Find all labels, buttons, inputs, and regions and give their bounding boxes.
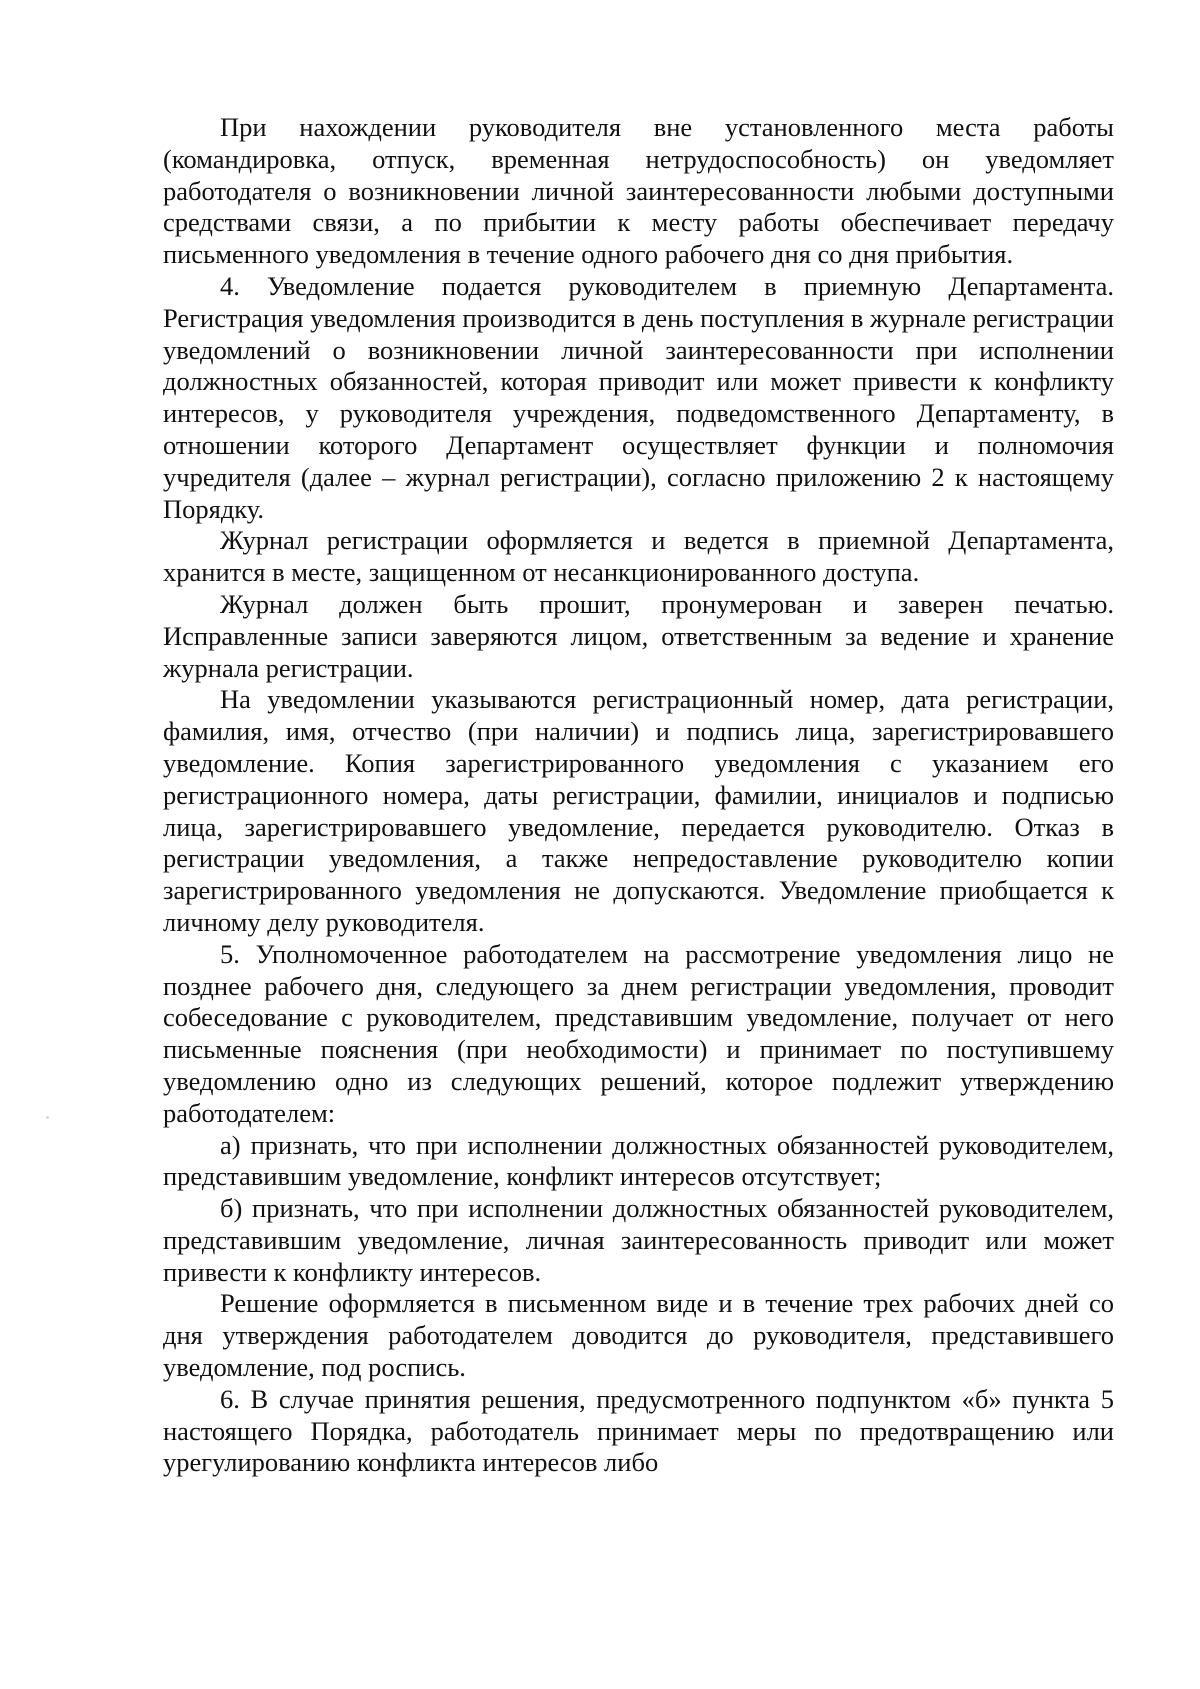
paragraph-item-6: 6. В случае принятия решения, предусмотренного подпунктом «б» пункта 5 настоящего Порядка, работодатель принимает меры по предотвращению или урегулированию конфликта интересов либо — [163, 1383, 1114, 1478]
scan-speck-mark — [46, 1116, 49, 1119]
paragraph-journal-binding: Журнал должен быть прошит, пронумерован и заверен печатью. Исправленные записи заверяются лицом, ответственным за ведение и хранение журнала регистрации. — [163, 588, 1114, 683]
paragraph-option-b: б) признать, что при исполнении должностных обязанностей руководителем, представившим уведомление, личная заинтересованность приводит или может привести к конфликту интересов. — [163, 1193, 1114, 1287]
paragraph-item-5: 5. Уполномоченное работодателем на рассмотрение уведомления лицо не позднее рабочего дня, следующего за днем регистрации уведомления, проводит собеседование с руководителем, представившим уведомление, получает от него письменные пояснения (при необходимости) и принимает по поступившему уведомлению одно из следующих решений, которое подлежит утверждению работодателем: — [163, 938, 1114, 1128]
paragraph-item-4: 4. Уведомление подается руководителем в приемную Департамента. Регистрация уведомления производится в день поступления в журнале регистрации уведомлений о возникновении личной заинтересованности при исполнении должностных обязанностей, которая приводит или может привести к конфликту интересов, у руководителя учреждения, подведомственного Департаменту, в отношении которого Департамент осуществляет функции и полномочия учредителя (далее – журнал регистрации), согласно приложению 2 к настоящему Порядку. — [163, 270, 1114, 524]
paragraph-option-a: а) признать, что при исполнении должностных обязанностей руководителем, представившим уведомление, конфликт интересов отсутствует; — [163, 1129, 1114, 1192]
paragraph-decision: Решение оформляется в письменном виде и в течение трех рабочих дней со дня утверждения работодателем доводится до руководителя, представившего уведомление, под роспись. — [163, 1288, 1114, 1383]
paragraph-absence-notification: При нахождении руководителя вне установленного места работы (командировка, отпуск, временная нетрудоспособность) он уведомляет работодателя о возникновении личной заинтересованности любыми доступными средствами связи, а по прибытии к месту работы обеспечивает передачу письменного уведомления в течение одного рабочего дня со дня прибытия. — [163, 112, 1114, 270]
document-body — [163, 112, 1114, 1479]
paragraph-journal-storage: Журнал регистрации оформляется и ведется в приемной Департамента, хранится в месте, защищенном от несанкционированного доступа. — [163, 525, 1114, 588]
paragraph-registration-details: На уведомлении указываются регистрационный номер, дата регистрации, фамилия, имя, отчество (при наличии) и подпись лица, зарегистрировавшего уведомление. Копия зарегистрированного уведомления с указанием его регистрационного номера, даты регистрации, фамилии, инициалов и подписью лица, зарегистрировавшего уведомление, передается руководителю. Отказ в регистрации уведомления, а также непредоставление руководителю копии зарегистрированного уведомления не допускаются. Уведомление приобщается к личному делу руководителя. — [163, 684, 1114, 937]
